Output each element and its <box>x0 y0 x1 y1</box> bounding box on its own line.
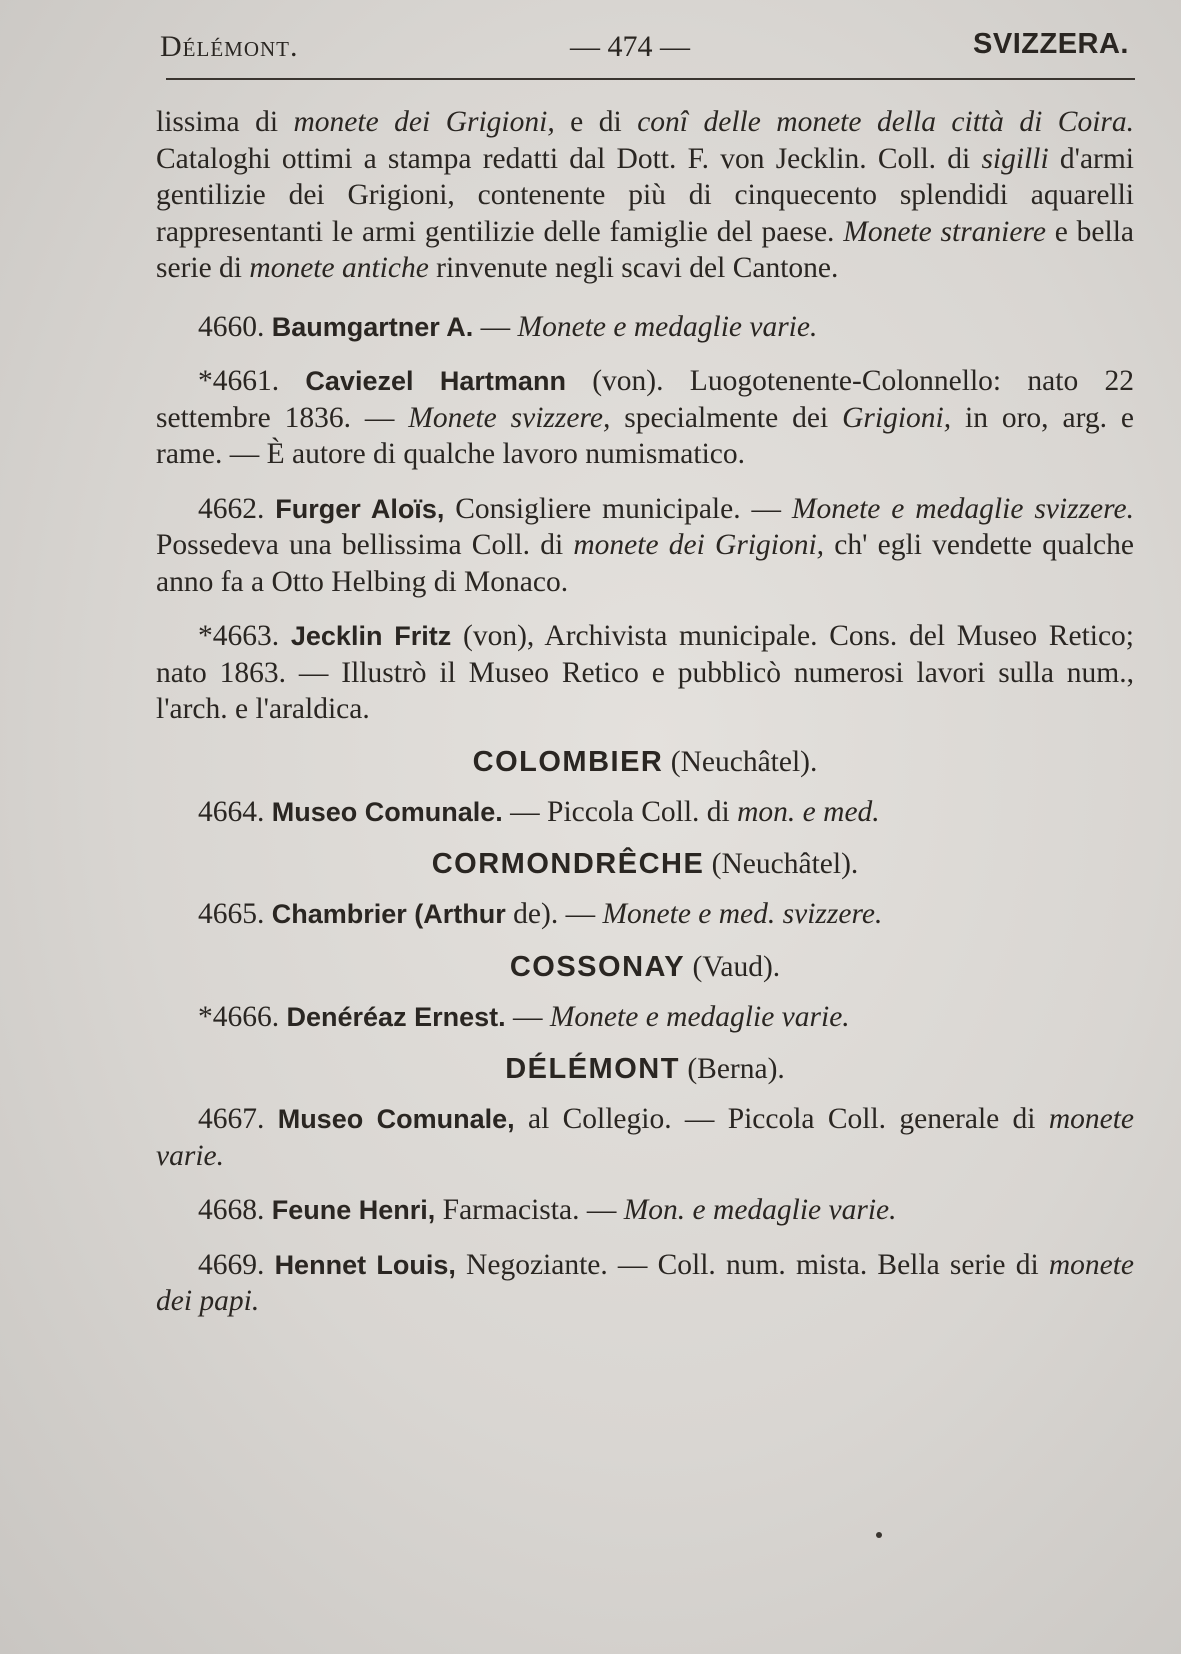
text: e bella serie di <box>156 215 1134 284</box>
italic-text: Grigioni, <box>842 401 952 434</box>
text: Consigliere municipale. — <box>444 492 792 525</box>
city-heading-delemont <box>156 1051 1134 1087</box>
entry-number: 4668. <box>198 1194 272 1226</box>
collector-name: Museo Comunale, <box>277 1104 515 1134</box>
header-city: Délémont. <box>160 30 299 63</box>
text: lissima di <box>156 106 294 138</box>
text: (von). Luogotenente-Colonnello: nato 22 settembre 1836. — <box>156 365 1134 434</box>
city-name: CORMONDRÊCHE <box>431 848 705 880</box>
city-heading-cossonay <box>156 949 1134 985</box>
entry-number: 4669. <box>198 1248 275 1281</box>
text: Cataloghi ottimi a stampa redatti dal Dott. F. von Jecklin. Coll. di <box>156 142 982 175</box>
city-region: (Berna). <box>679 1053 785 1085</box>
text: in oro, arg. e rame. — È autore di qualche lavoro numismatico. <box>156 401 1134 470</box>
italic-text: Mon. e medaglie varie. <box>623 1194 897 1226</box>
page-number: — 474 — <box>570 30 690 63</box>
entry-4664 <box>156 794 1134 831</box>
text: (von), Archivista municipale. Cons. del Museo Retico; nato 1863. — Illustrò il Museo Retico e pubblicò numerosi lavori sulla num., l'arch. e l'araldica. <box>156 620 1135 725</box>
entry-number: 4660. <box>198 310 272 343</box>
italic-text: sigilli <box>981 142 1049 175</box>
italic-text: Monete e med. svizzere. <box>602 898 883 930</box>
entry-number: 4665. <box>198 898 272 930</box>
city-region: (Neuchâtel). <box>704 848 859 880</box>
italic-text: Monete e medaglie varie. <box>549 1000 850 1033</box>
italic-text: Monete svizzere, <box>408 401 611 434</box>
entry-4665 <box>156 896 1134 933</box>
collector-name: Caviezel Hartmann <box>305 366 566 396</box>
header-rule <box>166 78 1135 80</box>
entry-4662 <box>156 491 1134 601</box>
entry-number: 4667. <box>198 1103 278 1135</box>
page-body <box>156 104 1134 1320</box>
ink-speck <box>876 1532 882 1538</box>
italic-text: monete dei Grigioni, <box>573 529 825 561</box>
entry-4660 <box>156 309 1134 346</box>
city-region: (Neuchâtel). <box>663 745 818 778</box>
entry-4666 <box>156 999 1134 1036</box>
entry-4661 <box>156 363 1134 473</box>
italic-text: monete antiche <box>249 252 429 284</box>
text: e di <box>554 106 638 138</box>
city-region: (Vaud). <box>685 950 781 983</box>
city-name: DÉLÉMONT <box>505 1053 680 1085</box>
collector-name: Jecklin Fritz <box>290 621 452 651</box>
running-header <box>160 24 1135 82</box>
entry-number: *4661. <box>198 365 306 397</box>
italic-text: Monete e medaglie svizzere. <box>791 492 1134 525</box>
header-country: SVIZZERA. <box>973 28 1129 60</box>
collector-name: Feune Henri, <box>271 1195 436 1225</box>
text: al Collegio. — Piccola Coll. generale di <box>514 1103 1049 1135</box>
italic-text: conî delle monete della città di Coira. <box>637 106 1134 138</box>
collector-name: Chambrier (Arthur <box>271 899 506 929</box>
entry-4667 <box>156 1101 1134 1174</box>
italic-text: monete dei papi. <box>156 1248 1135 1317</box>
entry-number: *4666. <box>198 1000 287 1033</box>
collector-name: Museo Comunale. <box>271 796 503 827</box>
city-heading-colombier <box>156 744 1134 780</box>
text: Possedeva una bellissima Coll. di <box>156 529 574 561</box>
text: d'armi gentilizie dei Grigioni, contenente più di cinquecento splendidi aquarelli rappresentanti le armi gentilizie delle famiglie del paese. <box>156 142 1135 248</box>
entry-number: 4662. <box>198 492 276 525</box>
text: specialmente dei <box>610 401 843 434</box>
collector-name: Baumgartner A. <box>271 311 474 342</box>
entry-number: 4664. <box>198 795 272 828</box>
italic-text: monete varie. <box>156 1103 1135 1172</box>
italic-text: mon. e med. <box>737 795 880 828</box>
entry-4669 <box>156 1247 1134 1320</box>
collector-name: Hennet Louis, <box>274 1249 456 1280</box>
text: Farmacista. — <box>435 1194 624 1226</box>
text: rinvenute negli scavi del Cantone. <box>428 252 839 284</box>
entry-4668 <box>156 1192 1134 1229</box>
italic-text: monete dei Grigioni, <box>293 106 555 138</box>
italic-text: Monete straniere <box>843 215 1046 248</box>
city-name: COLOMBIER <box>472 745 664 778</box>
text: de). — <box>505 898 603 930</box>
entry-number: *4663. <box>198 620 291 652</box>
text: — Piccola Coll. di <box>502 795 738 828</box>
collector-name: Denéréaz Ernest. <box>286 1001 506 1032</box>
text: — <box>505 1000 550 1033</box>
text: ch' egli vendette qualche anno fa a Otto Helbing di Monaco. <box>156 529 1134 598</box>
text: — <box>473 310 518 343</box>
city-name: COSSONAY <box>509 950 686 983</box>
text: Negoziante. — Coll. num. mista. Bella serie di <box>455 1248 1049 1281</box>
italic-text: Monete e medaglie varie. <box>517 310 818 343</box>
entry-4663 <box>156 618 1134 728</box>
intro-paragraph <box>156 104 1134 287</box>
city-heading-cormondreche <box>156 846 1134 882</box>
collector-name: Furger Aloïs, <box>275 493 445 524</box>
